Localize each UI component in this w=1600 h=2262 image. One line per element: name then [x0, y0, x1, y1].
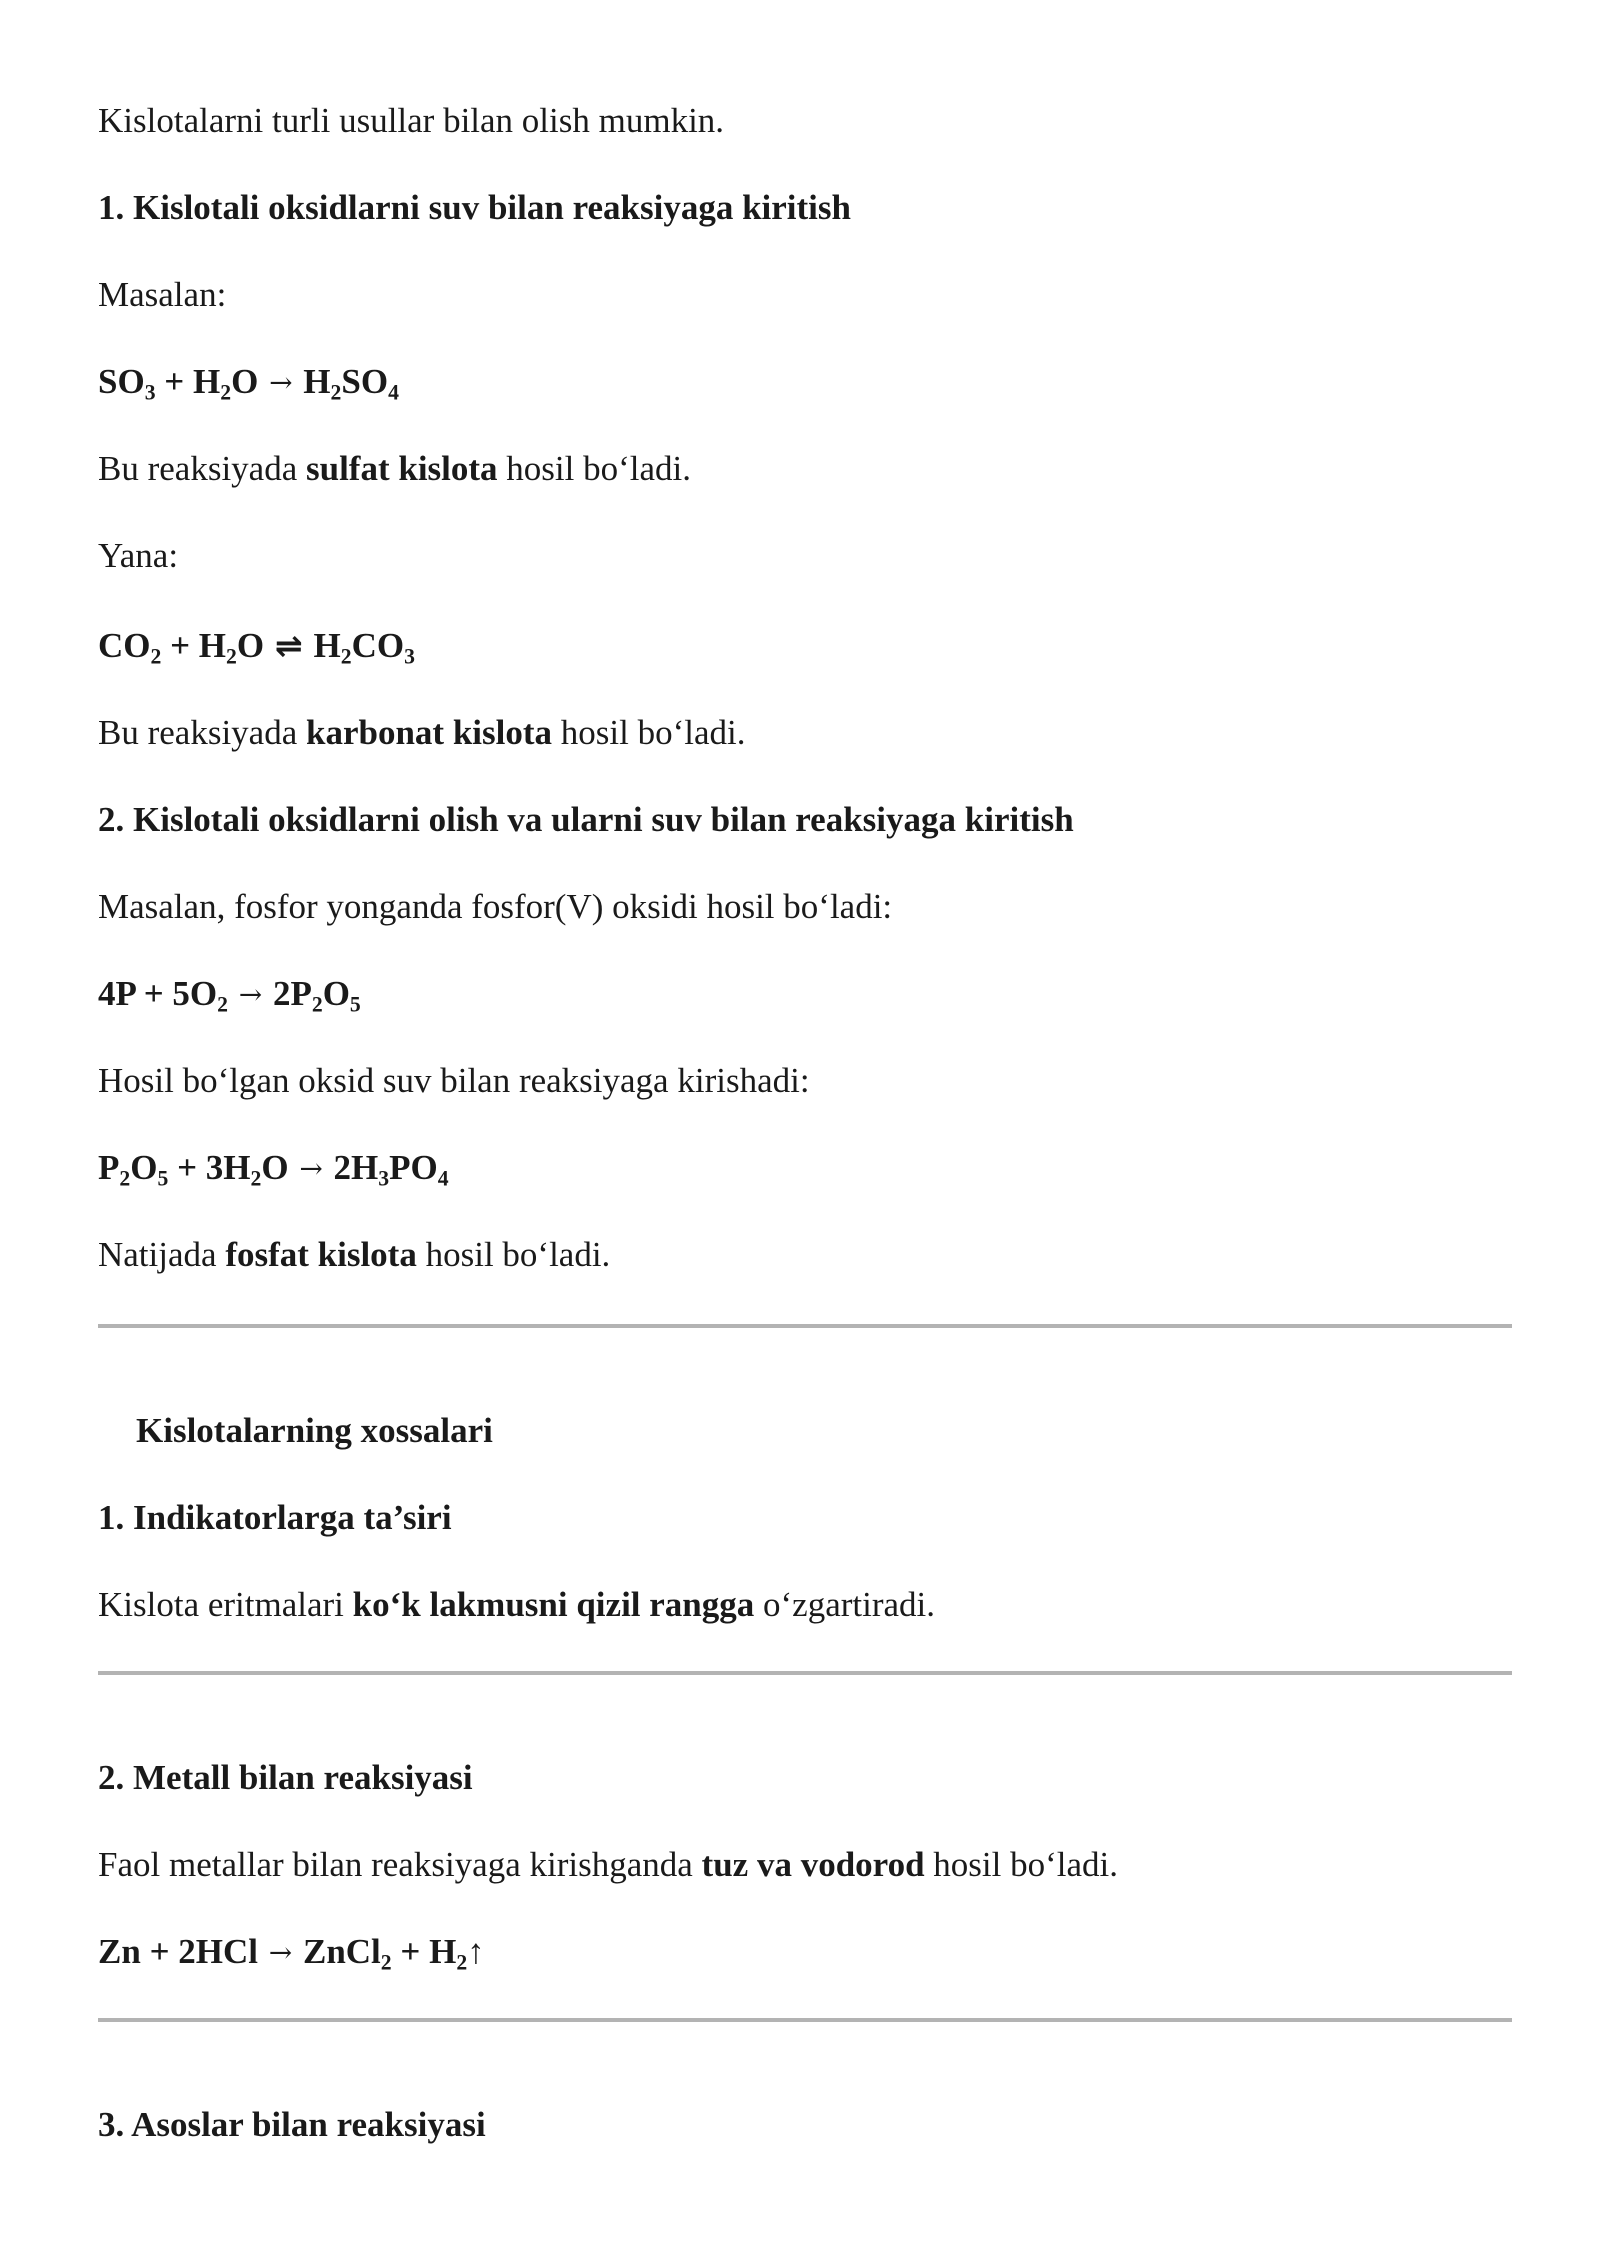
arrow-icon: →: [299, 1151, 323, 1185]
metal-text: Faol metallar bilan reaksiyaga kirishganda tuz va vodorod hosil bo‘ladi.: [98, 1845, 1119, 1884]
property1-heading: 1. Indikatorlarga ta’siri: [98, 1498, 452, 1537]
arrow-icon: →: [238, 977, 263, 1011]
horizontal-divider: [98, 2018, 1512, 2022]
also-label: Yana:: [98, 536, 179, 575]
equation-so3: $SO_3 + H_2O \to H_2SO_4$: [98, 362, 399, 405]
gas-arrow-icon: ↑: [467, 1932, 485, 1971]
section1-heading: 1. Kislotali oksidlarni suv bilan reaksiyaga kiritish: [98, 188, 851, 227]
fosfat-text: Natijada fosfat kislota hosil bo‘ladi.: [98, 1235, 611, 1274]
arrow-icon: →: [268, 1935, 293, 1969]
property3-heading: 3. Asoslar bilan reaksiyasi: [98, 2105, 486, 2144]
indicator-text: Kislota eritmalari ko‘k lakmusni qizil rangga o‘zgartiradi.: [98, 1585, 936, 1624]
equilibrium-arrow-icon: ⇌: [274, 626, 303, 665]
equation-p2o5: $4P + 5O_2 \to 2P_2O_5$: [98, 974, 361, 1017]
horizontal-divider: [98, 1324, 1512, 1328]
oksid-text: Hosil bo‘lgan oksid suv bilan reaksiyaga kirishadi:: [98, 1061, 810, 1100]
arrow-icon: →: [269, 365, 293, 399]
horizontal-divider: [98, 1671, 1512, 1675]
equation-co2: $CO_2 + H_2O$ ⇌ $H_2CO_3$: [98, 626, 415, 669]
example-label: Masalan:: [98, 275, 227, 314]
section2-heading: 2. Kislotali oksidlarni olish va ularni suv bilan reaksiyaga kiritish: [98, 800, 1074, 839]
equation-h3po4: $P_2O_5 + 3H_2O \to 2H_3PO_4$: [98, 1148, 449, 1191]
karbonat-text: Bu reaksiyada karbonat kislota hosil bo‘ladi.: [98, 713, 746, 752]
sulfat-text: Bu reaksiyada sulfat kislota hosil bo‘ladi.: [98, 449, 692, 488]
fosfor-text: Masalan, fosfor yonganda fosfor(V) oksidi hosil bo‘ladi:: [98, 887, 893, 926]
property2-heading: 2. Metall bilan reaksiyasi: [98, 1758, 473, 1797]
intro-text: Kislotalarni turli usullar bilan olish mumkin.: [98, 101, 725, 140]
equation-zn: Zn + 2HCl → ZnCl$_2$ + $H_2↑$: [98, 1932, 485, 1975]
properties-heading: Kislotalarning xossalari: [136, 1411, 493, 1450]
